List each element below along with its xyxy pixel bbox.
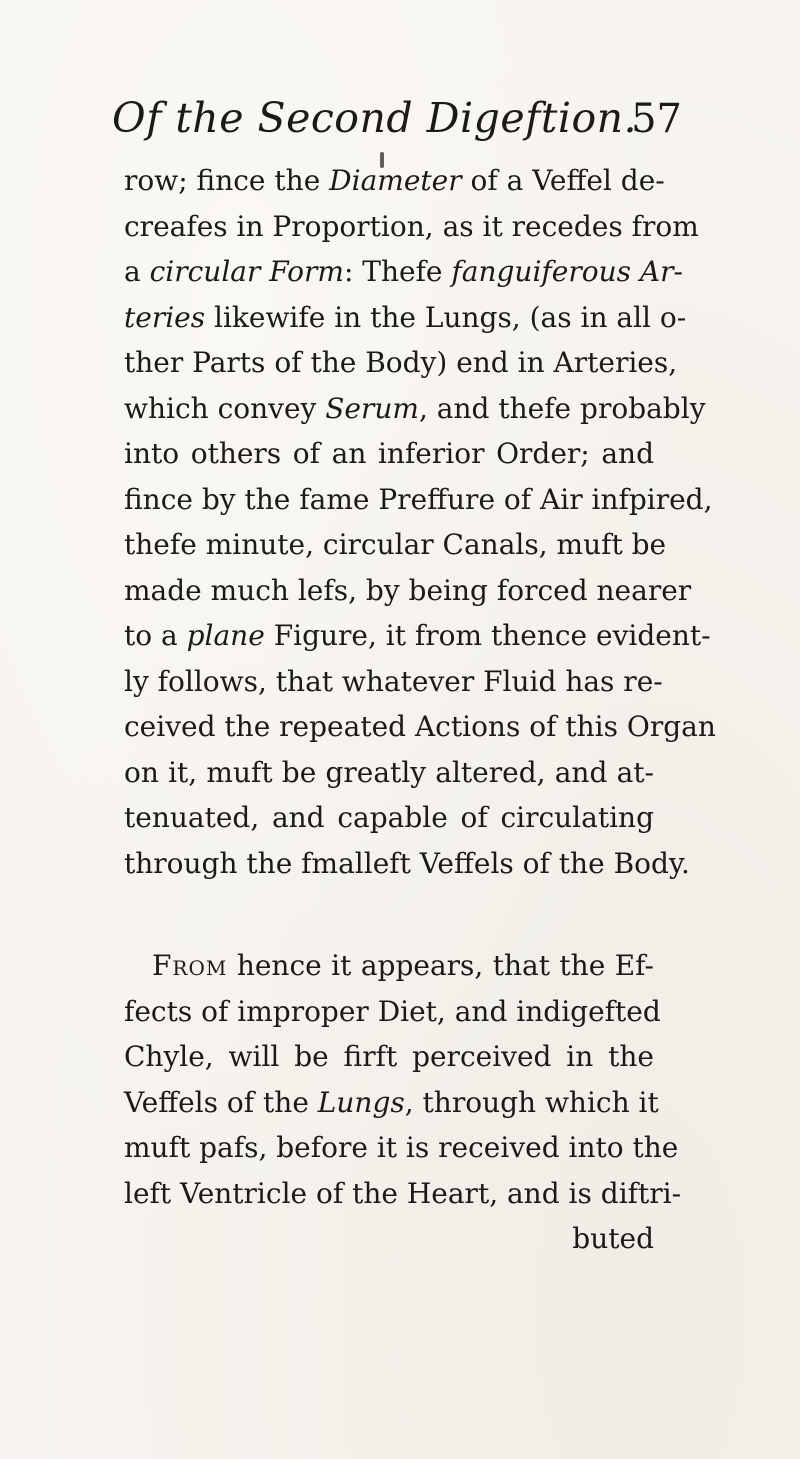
text-run: creafes in Proportion, as it recedes from [124, 209, 699, 243]
text-run: tenuated, and capable of circulating [124, 801, 654, 834]
italic-term: Serum [325, 391, 419, 425]
page-number: 57 [631, 96, 682, 142]
running-head [112, 94, 682, 154]
running-title: Of the Second Digeftion. [112, 94, 638, 142]
body-text [124, 158, 716, 1262]
text-run: thefe minute, circular Canals, muft be [124, 528, 667, 561]
text-line [124, 943, 654, 989]
text-line [124, 659, 663, 705]
text-line [124, 750, 654, 796]
text-run: made much lefs, by being forced nearer [124, 573, 692, 607]
text-line [124, 613, 711, 659]
text-run: ly follows, that whatever Fluid has re- [124, 664, 663, 698]
text-line [124, 1171, 682, 1217]
text-run: , through which it [404, 1085, 659, 1119]
text-run: hence it appears, that the Ef- [227, 949, 654, 982]
text-run: into others of an inferior Order; and [124, 437, 654, 470]
paragraph-1 [124, 158, 716, 886]
text-line [124, 340, 678, 386]
text-run: row; fince the [124, 164, 330, 197]
text-line [124, 477, 713, 523]
text-line [124, 158, 665, 204]
italic-term: plane [186, 619, 265, 652]
text-run: muft pafs, before it is received into the [124, 1131, 679, 1164]
text-line [124, 1216, 654, 1262]
text-run: to a [124, 619, 187, 652]
text-line [124, 704, 716, 750]
text-run: which convey [124, 391, 326, 425]
text-run: fince by the fame Preffure of Air infpired, [124, 482, 713, 516]
text-line [124, 568, 692, 614]
text-run: a [124, 255, 150, 288]
text-run: , and thefe probably [418, 391, 706, 425]
text-run: ceived the repeated Actions of this Organ [124, 710, 716, 743]
italic-term: teries [124, 300, 206, 334]
text-line [124, 431, 654, 477]
text-run: Chyle, will be firft perceived in the [124, 1040, 654, 1073]
text-line [124, 1080, 659, 1126]
text-line [124, 522, 667, 568]
italic-term: fanguiferous Ar- [451, 255, 683, 288]
text-line [124, 795, 654, 841]
text-run: ther Parts of the Body) end in Arteries, [124, 346, 678, 379]
text-run: fects of improper Diet, and indigefted [124, 994, 661, 1028]
text-run: likewife in the Lungs, (as in all o- [205, 300, 687, 334]
text-line [124, 386, 706, 432]
paragraph-gap [124, 886, 654, 943]
text-run: : Thefe [343, 255, 452, 288]
italic-term: Diameter [329, 164, 462, 197]
text-line [124, 841, 690, 887]
text-run: Figure, it from thence evident- [264, 619, 711, 652]
text-line [124, 989, 661, 1035]
text-line [124, 1034, 654, 1080]
text-run: through the fmalleft Veffels of the Body. [124, 846, 690, 880]
text-line [124, 295, 687, 341]
text-line [124, 204, 699, 250]
lead-word: From [152, 949, 228, 982]
text-run: Veffels of the [124, 1085, 318, 1119]
italic-term: Lungs [317, 1085, 405, 1119]
text-run: left Ventricle of the Heart, and is diftri- [124, 1176, 682, 1210]
text-line [124, 249, 683, 295]
text-run: on it, muft be greatly altered, and at- [124, 755, 654, 789]
italic-term: circular Form [149, 255, 344, 288]
catchword: buted [572, 1222, 654, 1255]
text-run: of a Veffel de- [461, 164, 665, 197]
text-line [124, 1125, 679, 1171]
paragraph-2 [124, 943, 682, 1262]
